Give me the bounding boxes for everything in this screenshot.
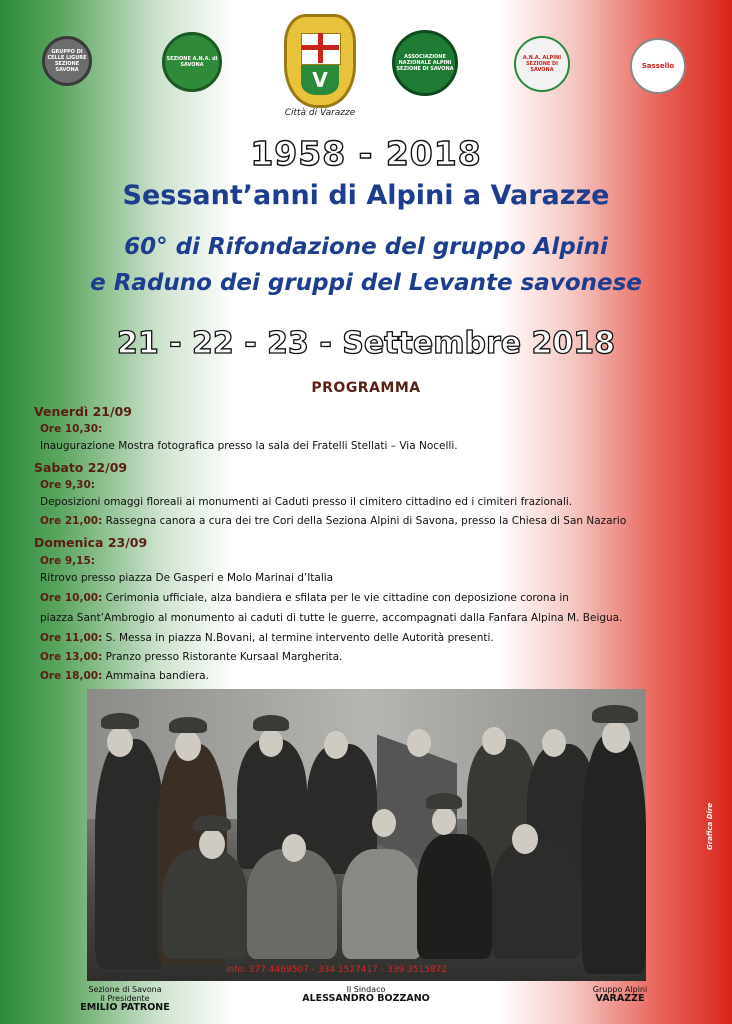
- event-dates: 21 - 22 - 23 - Settembre 2018: [116, 326, 616, 361]
- city-label: Città di Varazze: [284, 108, 356, 118]
- signature-president: Sezione di Savona il Presidente EMILIO PATRONE: [80, 985, 170, 1013]
- photo-face: [175, 731, 201, 761]
- citta-varazze-crest: [284, 14, 356, 108]
- photo-person: [247, 849, 337, 959]
- photo-face: [542, 729, 566, 757]
- photo-face: [482, 727, 506, 755]
- day-friday: Venerdì 21/09: [34, 404, 132, 419]
- alpine-hat: [193, 815, 231, 831]
- photo-face: [107, 727, 133, 757]
- alpine-hat: [592, 705, 638, 723]
- program-time: Ore 9,15:: [40, 555, 95, 567]
- program-line: Inaugurazione Mostra fotografica presso la sala dei Fratelli Stellati – Via Nocelli.: [40, 440, 458, 452]
- photo-face: [324, 731, 348, 759]
- signature-mayor: Il Sindaco ALESSANDRO BOZZANO: [302, 985, 430, 1004]
- photo-face: [602, 721, 630, 753]
- photo-face: [512, 824, 538, 854]
- program-time: Ore 10,30:: [40, 423, 103, 435]
- photo-face: [199, 829, 225, 859]
- photo-person: [95, 739, 165, 969]
- photo-face: [432, 807, 456, 835]
- alpine-hat: [426, 793, 462, 809]
- program-line: Ore 21,00: Rassegna canora a cura dei tre Cori della Seziona Alpini di Savona, presso la Chiesa di San Nazario: [40, 515, 627, 527]
- program-line: Deposizioni omaggi floreali ai monumenti ai Caduti presso il cimitero cittadino ed i cimiteri frazionali.: [40, 496, 573, 508]
- photo-person: [162, 849, 247, 959]
- alpine-hat: [169, 717, 207, 733]
- subtitle-line-1: 60° di Rifondazione del gruppo Alpini: [124, 234, 608, 260]
- sezione-ana-savona-logo: SEZIONE A.N.A. di SAVONA: [162, 32, 222, 92]
- years-heading: 1958 - 2018: [250, 134, 482, 173]
- alpine-hat: [101, 713, 139, 729]
- program-line: Ore 18,00: Ammaina bandiera.: [40, 670, 209, 682]
- gruppo-celle-ligure-logo: GRUPPO DI CELLE LIGURE SEZIONE SAVONA: [42, 36, 92, 86]
- photo-person: [492, 839, 582, 959]
- program-line: Ore 11,00: S. Messa in piazza N.Bovani, al termine intervento delle Autorità presenti.: [40, 632, 494, 644]
- photo-person: [417, 834, 492, 959]
- crest-green-shield: V: [301, 65, 339, 95]
- logo-bar: [0, 10, 732, 120]
- photo-face: [407, 729, 431, 757]
- photo-person: [582, 734, 646, 974]
- graphic-credit: Grafica Dire: [706, 802, 714, 850]
- sassello-logo: Sassello: [630, 38, 686, 94]
- info-phone-numbers: info: 377 4469507 - 334 1527417 - 339 3515872: [226, 965, 448, 975]
- crest-cross-h: [301, 45, 339, 50]
- signature-group: Gruppo Alpini VARAZZE: [592, 985, 648, 1004]
- gruppo-alpini-varazze-logo: A.N.A. ALPINI SEZIONE DI SAVONA: [514, 36, 570, 92]
- group-photo: [87, 689, 646, 981]
- associazione-nazionale-alpini-logo: ASSOCIAZIONE NAZIONALE ALPINI SEZIONE DI SAVONA: [392, 30, 458, 96]
- photo-face: [372, 809, 396, 837]
- alpine-hat: [253, 715, 289, 731]
- program-line: Ritrovo presso piazza De Gasperi e Molo Marinai d’Italia: [40, 572, 334, 584]
- day-sunday: Domenica 23/09: [34, 535, 148, 550]
- day-saturday: Sabato 22/09: [34, 460, 128, 475]
- photo-face: [282, 834, 306, 862]
- programma-heading: PROGRAMMA: [311, 380, 421, 396]
- program-line: Ore 13,00: Pranzo presso Ristorante Kursaal Margherita.: [40, 651, 343, 663]
- subtitle-line-2: e Raduno dei gruppi del Levante savonese: [90, 270, 642, 296]
- program-time: Ore 9,30:: [40, 479, 95, 491]
- main-title: Sessant’anni di Alpini a Varazze: [122, 180, 610, 211]
- photo-face: [259, 729, 283, 757]
- program-line: piazza Sant’Ambrogio al monumento ai caduti di tutte le guerre, accompagnati dalla Fanfara Alpina M. Beigua.: [40, 612, 623, 624]
- photo-person: [342, 849, 422, 959]
- program-line: Ore 10,00: Cerimonia ufficiale, alza bandiera e sfilata per le vie cittadine con deposizione corona in: [40, 592, 569, 604]
